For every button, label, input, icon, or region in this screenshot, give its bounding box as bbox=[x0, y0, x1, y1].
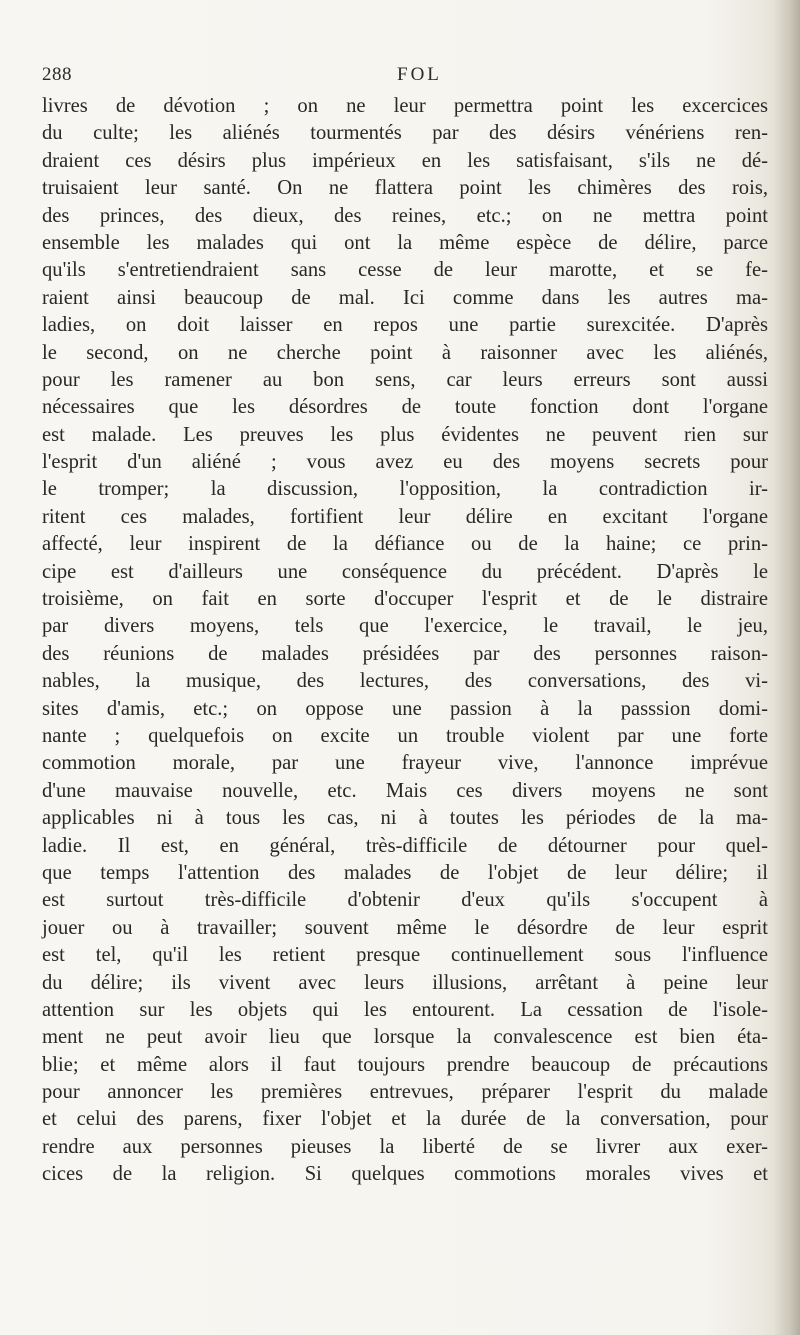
text-line: cices de la religion. Si quelques commotions morales vives et bbox=[42, 1163, 768, 1186]
page-number: 288 bbox=[42, 64, 72, 85]
text-line: du délire; ils vivent avec leurs illusions, arrêtant à peine leur bbox=[42, 971, 768, 994]
text-line: attention sur les objets qui les entourent. La cessation de l'isole- bbox=[42, 998, 768, 1021]
text-line: livres de dévotion ; on ne leur permettra point les excercices bbox=[42, 95, 768, 117]
text-line: du culte; les aliénés tourmentés par des désirs vénériens ren- bbox=[42, 122, 768, 145]
text-line: nante ; quelquefois on excite un trouble violent par une forte bbox=[42, 724, 768, 747]
text-line: affecté, leur inspirent de la défiance ou de la haine; ce prin- bbox=[42, 533, 768, 556]
text-line: est tel, qu'il les retient presque continuellement sous l'influence bbox=[42, 944, 768, 967]
text-line: pour annoncer les premières entrevues, préparer l'esprit du malade bbox=[42, 1081, 768, 1104]
text-line: blie; et même alors il faut toujours prendre beaucoup de précautions bbox=[42, 1053, 768, 1076]
text-line: pour les ramener au bon sens, car leurs erreurs sont aussi bbox=[42, 368, 768, 391]
text-line: d'une mauvaise nouvelle, etc. Mais ces divers moyens ne sont bbox=[42, 779, 768, 802]
text-line: le tromper; la discussion, l'opposition, la contradiction ir- bbox=[42, 478, 768, 501]
text-line: est malade. Les preuves les plus évidentes ne peuvent rien sur bbox=[42, 423, 768, 446]
running-head: FOL bbox=[397, 64, 442, 85]
text-line: sites d'amis, etc.; on oppose une passion à la passsion domi- bbox=[42, 697, 768, 720]
text-line: par divers moyens, tels que l'exercice, le travail, le jeu, bbox=[42, 615, 768, 638]
text-line: nables, la musique, des lectures, des conversations, des vi- bbox=[42, 670, 768, 693]
text-line: nécessaires que les désordres de toute fonction dont l'organe bbox=[42, 396, 768, 419]
page-edge-shadow bbox=[774, 0, 800, 1335]
text-line: le second, on ne cherche point à raisonner avec les aliénés, bbox=[42, 341, 768, 364]
text-line: que temps l'attention des malades de l'objet de leur délire; il bbox=[42, 861, 768, 884]
text-line: ladies, on doit laisser en repos une partie surexcitée. D'après bbox=[42, 314, 768, 337]
text-line: jouer ou à travailler; souvent même le désordre de leur esprit bbox=[42, 916, 768, 939]
text-line: cipe est d'ailleurs une conséquence du précédent. D'après le bbox=[42, 560, 768, 583]
text-line: commotion morale, par une frayeur vive, l'annonce imprévue bbox=[42, 752, 768, 775]
text-line: est surtout très-difficile d'obtenir d'eux qu'ils s'occupent à bbox=[42, 889, 768, 912]
text-line: truisaient leur santé. On ne flattera point les chimères des rois, bbox=[42, 177, 768, 200]
text-line: ment ne peut avoir lieu que lorsque la convalescence est bien éta- bbox=[42, 1026, 768, 1049]
body-text bbox=[42, 93, 768, 1189]
text-line: l'esprit d'un aliéné ; vous avez eu des moyens secrets pour bbox=[42, 451, 768, 474]
text-line: des princes, des dieux, des reines, etc.; on ne mettra point bbox=[42, 204, 768, 227]
text-line: rendre aux personnes pieuses la liberté de se livrer aux exer- bbox=[42, 1135, 768, 1158]
text-line: troisième, on fait en sorte d'occuper l'esprit et de le distraire bbox=[42, 588, 768, 611]
text-line: et celui des parens, fixer l'objet et la durée de la conversation, pour bbox=[42, 1108, 768, 1131]
text-line: ritent ces malades, fortifient leur délire en excitant l'organe bbox=[42, 505, 768, 528]
text-line: ensemble les malades qui ont la même espèce de délire, parce bbox=[42, 231, 768, 254]
text-line: ladie. Il est, en général, très-difficile de détourner pour quel- bbox=[42, 834, 768, 857]
text-line: des réunions de malades présidées par des personnes raison- bbox=[42, 642, 768, 665]
text-line: qu'ils s'entretiendraient sans cesse de leur marotte, et se fe- bbox=[42, 259, 768, 282]
text-line: draient ces désirs plus impérieux en les satisfaisant, s'ils ne dé- bbox=[42, 149, 768, 172]
text-line: raient ainsi beaucoup de mal. Ici comme dans les autres ma- bbox=[42, 286, 768, 309]
page-header bbox=[42, 64, 762, 94]
text-line: applicables ni à tous les cas, ni à toutes les périodes de la ma- bbox=[42, 807, 768, 830]
